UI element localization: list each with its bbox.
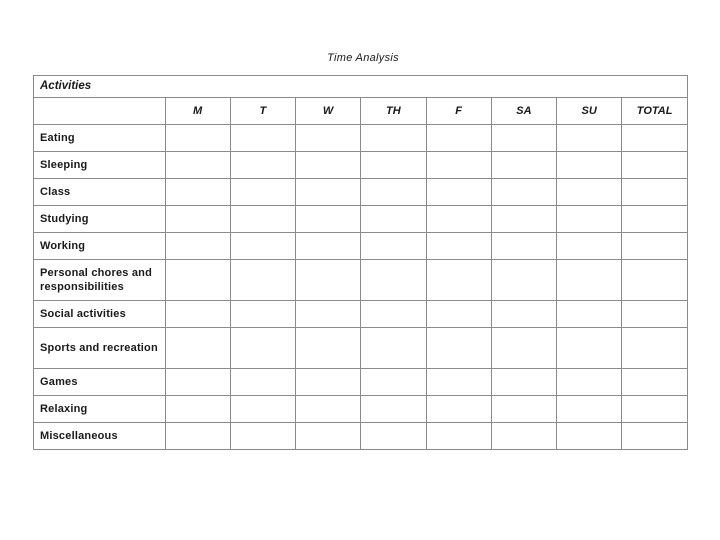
total-entry-cell[interactable] (622, 206, 687, 233)
day-entry-cell[interactable] (557, 369, 622, 396)
day-entry-cell[interactable] (557, 125, 622, 152)
activity-label: Sleeping (34, 152, 165, 179)
day-entry-cell[interactable] (230, 301, 295, 328)
day-entry-cell[interactable] (491, 152, 556, 179)
activity-label: Relaxing (34, 396, 165, 423)
day-header-t: T (230, 98, 295, 125)
activity-label: Studying (34, 206, 165, 233)
day-entry-cell[interactable] (557, 206, 622, 233)
activity-row (34, 423, 687, 450)
time-analysis-table (33, 75, 688, 450)
day-entry-cell[interactable] (426, 179, 491, 206)
day-header-row (34, 98, 687, 125)
day-entry-cell[interactable] (426, 125, 491, 152)
day-entry-cell[interactable] (557, 152, 622, 179)
activity-grid (34, 98, 687, 449)
total-entry-cell[interactable] (622, 423, 687, 450)
total-entry-cell[interactable] (622, 125, 687, 152)
activity-row (34, 125, 687, 152)
total-entry-cell[interactable] (622, 396, 687, 423)
day-entry-cell[interactable] (557, 179, 622, 206)
activities-header: Activities (34, 76, 687, 98)
day-entry-cell[interactable] (230, 369, 295, 396)
day-entry-cell[interactable] (230, 260, 295, 301)
total-entry-cell[interactable] (622, 328, 687, 369)
day-entry-cell[interactable] (491, 260, 556, 301)
day-entry-cell[interactable] (230, 396, 295, 423)
day-entry-cell[interactable] (361, 301, 426, 328)
day-entry-cell[interactable] (361, 233, 426, 260)
activity-label: Miscellaneous (34, 423, 165, 450)
day-entry-cell[interactable] (426, 396, 491, 423)
day-entry-cell[interactable] (426, 369, 491, 396)
day-entry-cell[interactable] (426, 301, 491, 328)
day-header-su: SU (557, 98, 622, 125)
day-entry-cell[interactable] (491, 179, 556, 206)
activity-label: Sports and recreation (34, 328, 165, 369)
day-entry-cell[interactable] (361, 179, 426, 206)
day-entry-cell[interactable] (165, 369, 230, 396)
day-entry-cell[interactable] (491, 206, 556, 233)
day-entry-cell[interactable] (296, 125, 361, 152)
day-entry-cell[interactable] (557, 396, 622, 423)
total-entry-cell[interactable] (622, 179, 687, 206)
activity-row (34, 260, 687, 301)
day-entry-cell[interactable] (165, 152, 230, 179)
activity-label: Working (34, 233, 165, 260)
day-entry-cell[interactable] (165, 179, 230, 206)
day-entry-cell[interactable] (426, 233, 491, 260)
activity-label: Personal chores and responsibilities (34, 260, 165, 301)
day-entry-cell[interactable] (426, 206, 491, 233)
day-entry-cell[interactable] (165, 233, 230, 260)
day-entry-cell[interactable] (296, 179, 361, 206)
day-entry-cell[interactable] (426, 260, 491, 301)
day-entry-cell[interactable] (165, 423, 230, 450)
day-entry-cell[interactable] (230, 423, 295, 450)
day-entry-cell[interactable] (165, 328, 230, 369)
day-entry-cell[interactable] (296, 260, 361, 301)
activity-row (34, 233, 687, 260)
day-entry-cell[interactable] (491, 328, 556, 369)
day-entry-cell[interactable] (296, 206, 361, 233)
day-header-m: M (165, 98, 230, 125)
total-entry-cell[interactable] (622, 260, 687, 301)
day-entry-cell[interactable] (491, 125, 556, 152)
activity-row (34, 301, 687, 328)
activity-row (34, 206, 687, 233)
day-entry-cell[interactable] (557, 328, 622, 369)
activity-label: Social activities (34, 301, 165, 328)
day-entry-cell[interactable] (361, 396, 426, 423)
activity-label: Class (34, 179, 165, 206)
day-entry-cell[interactable] (230, 179, 295, 206)
day-entry-cell[interactable] (165, 125, 230, 152)
day-entry-cell[interactable] (230, 206, 295, 233)
day-entry-cell[interactable] (491, 233, 556, 260)
day-entry-cell[interactable] (557, 260, 622, 301)
day-entry-cell[interactable] (230, 328, 295, 369)
day-entry-cell[interactable] (165, 260, 230, 301)
day-entry-cell[interactable] (230, 233, 295, 260)
day-header-f: F (426, 98, 491, 125)
activity-label: Eating (34, 125, 165, 152)
day-entry-cell[interactable] (557, 233, 622, 260)
day-header-th: TH (361, 98, 426, 125)
total-entry-cell[interactable] (622, 152, 687, 179)
activity-row (34, 179, 687, 206)
day-entry-cell[interactable] (361, 125, 426, 152)
day-entry-cell[interactable] (426, 328, 491, 369)
corner-cell (34, 98, 165, 125)
day-entry-cell[interactable] (491, 423, 556, 450)
day-entry-cell[interactable] (361, 260, 426, 301)
day-entry-cell[interactable] (296, 369, 361, 396)
total-header: TOTAL (622, 98, 687, 125)
day-entry-cell[interactable] (426, 423, 491, 450)
activity-label: Games (34, 369, 165, 396)
activity-row (34, 328, 687, 369)
day-entry-cell[interactable] (165, 396, 230, 423)
day-entry-cell[interactable] (296, 396, 361, 423)
activity-row (34, 396, 687, 423)
day-entry-cell[interactable] (230, 125, 295, 152)
day-entry-cell[interactable] (296, 423, 361, 450)
total-entry-cell[interactable] (622, 369, 687, 396)
day-entry-cell[interactable] (361, 206, 426, 233)
day-entry-cell[interactable] (296, 301, 361, 328)
total-entry-cell[interactable] (622, 301, 687, 328)
day-header-w: W (296, 98, 361, 125)
day-entry-cell[interactable] (557, 301, 622, 328)
day-entry-cell[interactable] (230, 152, 295, 179)
day-entry-cell[interactable] (557, 423, 622, 450)
day-entry-cell[interactable] (361, 369, 426, 396)
total-entry-cell[interactable] (622, 233, 687, 260)
day-entry-cell[interactable] (426, 152, 491, 179)
day-entry-cell[interactable] (165, 301, 230, 328)
day-entry-cell[interactable] (296, 152, 361, 179)
day-entry-cell[interactable] (491, 301, 556, 328)
activity-row (34, 369, 687, 396)
day-entry-cell[interactable] (165, 206, 230, 233)
activity-row (34, 152, 687, 179)
worksheet-title: Time Analysis (327, 52, 399, 64)
day-entry-cell[interactable] (491, 396, 556, 423)
day-entry-cell[interactable] (491, 369, 556, 396)
day-entry-cell[interactable] (296, 328, 361, 369)
day-header-sa: SA (491, 98, 556, 125)
day-entry-cell[interactable] (296, 233, 361, 260)
day-entry-cell[interactable] (361, 423, 426, 450)
day-entry-cell[interactable] (361, 328, 426, 369)
day-entry-cell[interactable] (361, 152, 426, 179)
